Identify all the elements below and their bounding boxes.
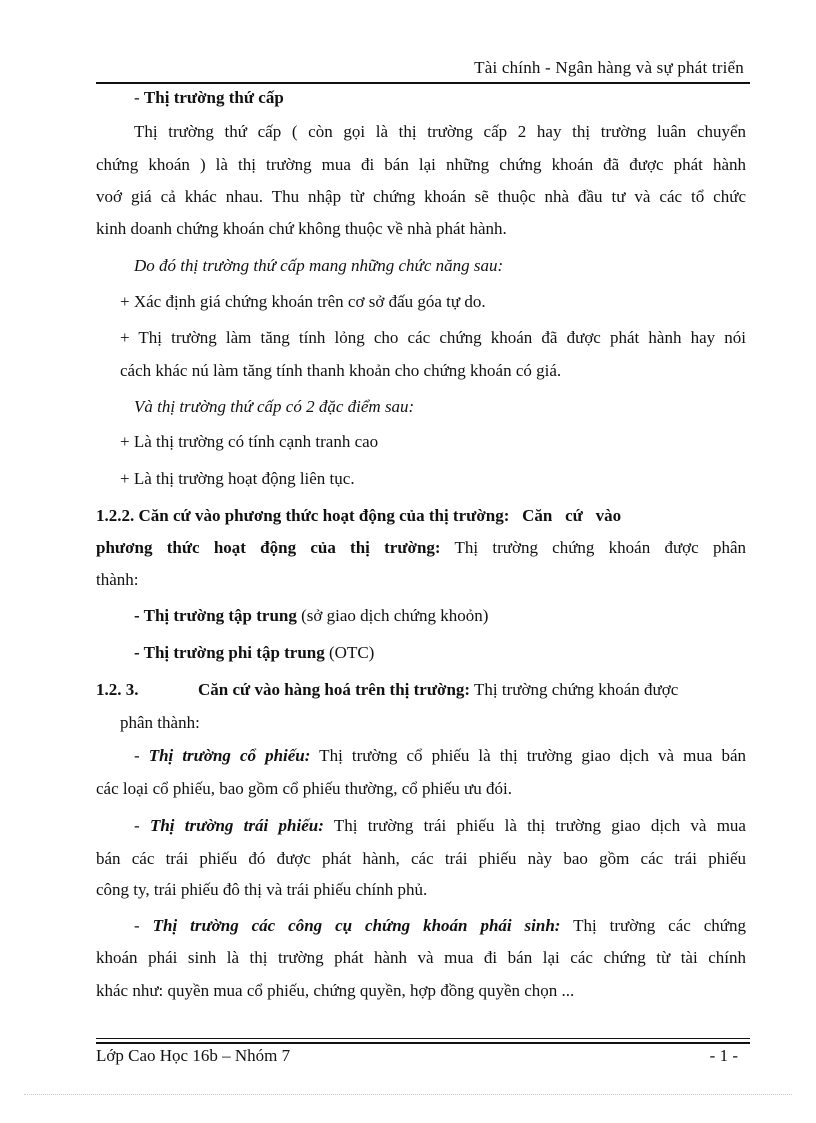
derivatives-market-line: khoán phái sinh là thị trường phát hành và mua đi bán lại các chứng từ tài chính [96, 948, 746, 967]
feature-item: + Là thị trường hoạt động liên tục. [120, 469, 355, 488]
section-123-heading: 1.2. 3. Căn cứ vào hàng hoá trên thị trường: Thị trường chứng khoán được [96, 680, 679, 699]
stock-market-line: các loại cổ phiếu, bao gồm cổ phiếu thường, cổ phiếu ưu đói. [96, 779, 512, 798]
secondary-para-line: chứng khoán ) là thị trường mua đi bán lại những chứng khoán đã được phát hành [96, 155, 746, 174]
stock-market-item: - Thị trường cổ phiếu: Thị trường cổ phiếu là thị trường giao dịch và mua bán [134, 746, 746, 765]
function-item-cont: cách khác nú làm tăng tính thanh khoản cho chứng khoán có giá. [120, 361, 562, 380]
derivatives-market-line: khác như: quyền mua cổ phiếu, chứng quyền, hợp đồng quyền chọn ... [96, 981, 575, 1000]
function-item: + Xác định giá chứng khoán trên cơ sở đấu góa tự do. [120, 292, 486, 311]
secondary-market-heading: - Thị trường thứ cấp [134, 88, 284, 107]
header-title: Tài chính - Ngân hàng và sự phát triển [474, 58, 744, 77]
section-122-line: phương thức hoạt động của thị trường: Thị trường chứng khoán được phân [96, 538, 746, 557]
secondary-para-line: kinh doanh chứng khoán chứ không thuộc về nhà phát hành. [96, 219, 507, 238]
secondary-para-line: Thị trường thứ cấp ( còn gọi là thị trường cấp 2 hay thị trường luân chuyển [134, 122, 746, 141]
functions-intro: Do đó thị trường thứ cấp mang những chức năng sau: [134, 256, 504, 275]
page-edge-dots [24, 1094, 792, 1095]
footer-rule [96, 1038, 750, 1039]
bond-market-line: bán các trái phiếu đó được phát hành, các trái phiếu này bao gồm các trái phiếu [96, 849, 746, 868]
market-type-item: - Thị trường phi tập trung (OTC) [134, 643, 375, 662]
header-rule [96, 82, 750, 84]
bond-market-line: công ty, trái phiếu đô thị và trái phiếu chính phủ. [96, 880, 428, 899]
derivatives-market-item: - Thị trường các công cụ chứng khoán phái sinh: Thị trường các chứng [134, 916, 747, 935]
feature-item: + Là thị trường có tính cạnh tranh cao [120, 432, 379, 451]
function-item: + Thị trường làm tăng tính lỏng cho các chứng khoán đã được phát hành hay nói [120, 328, 746, 347]
section-122-heading: 1.2.2. Căn cứ vào phương thức hoạt động của thị trường: Căn cứ vào [96, 506, 622, 525]
footer-class-group: Lớp Cao Học 16b – Nhóm 7 [96, 1046, 291, 1065]
secondary-para-line: voớ giá cả khác nhau. Thu nhập từ chứng khoán sẽ thuộc nhà đầu tư và các tổ chức [96, 187, 746, 206]
section-123-line: phân thành: [120, 713, 200, 732]
footer-rule [96, 1042, 750, 1044]
page-number: - 1 - [709, 1046, 738, 1065]
features-intro: Và thị trường thứ cấp có 2 đặc điểm sau: [134, 397, 415, 416]
section-122-line: thành: [96, 570, 139, 589]
market-type-item: - Thị trường tập trung (sở giao dịch chứng khoỏn) [134, 606, 489, 625]
bond-market-item: - Thị trường trái phiếu: Thị trường trái phiếu là thị trường giao dịch và mua [134, 816, 746, 835]
